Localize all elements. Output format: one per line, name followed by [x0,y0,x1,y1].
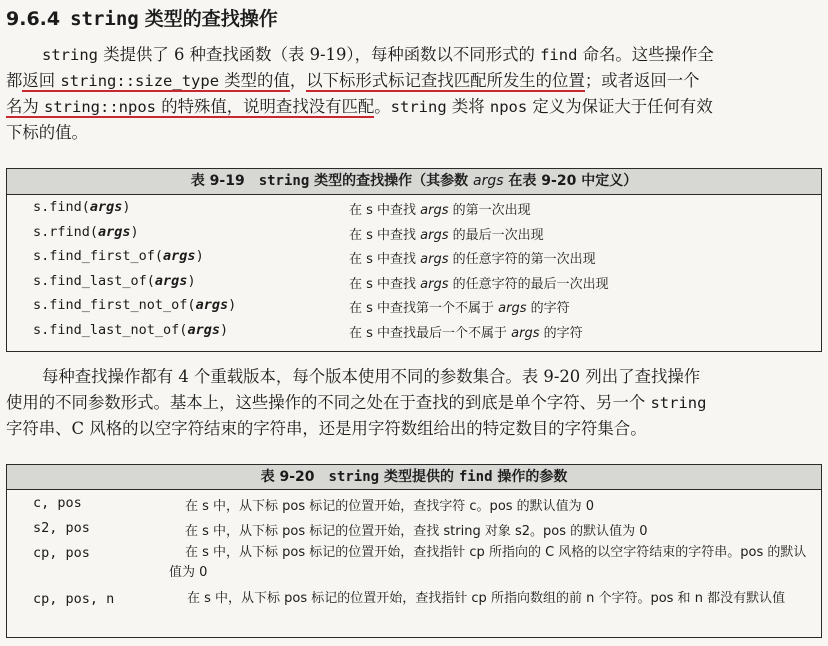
section-title [6,4,278,31]
section-number: 9.6.4 [6,8,61,30]
table-row: s.find_first_not_of(args) 在 s 中查找第一个不属于 args 的字符 [33,297,570,316]
table-row: s.find(args) 在 s 中查找 args 的第一次出现 [33,199,531,218]
section-title-text: 类型的查找操作 [144,8,278,30]
underline-return-type: 返回 string::size_type 类型的值 [22,71,290,90]
overload-line-1: 每种查找操作都有 4 个重载版本，每个版本使用不同的参数集合。表 9-20 列出了查找操作 [42,367,701,386]
section-keyword: string [70,8,139,30]
table-row: cp, pos 在 s 中，从下标 pos 标记的位置开始，查找指针 cp 所指向的 C 风格的以空字符结束的字符串。pos 的默认值为 0 [33,545,807,580]
underline-match-position: 以下标形式标记查找匹配所发生的位置 [306,71,585,90]
table-row: s.find_last_not_of(args) 在 s 中查找最后一个不属于 args 的字符 [33,321,583,341]
table-9-20 [6,464,822,638]
table-row: s.find_first_of(args) 在 s 中查找 args 的任意字符的第一次出现 [33,248,596,267]
intro-line-1: string 类提供了 6 种查找函数（表 9-19），每种函数以不同形式的 find 命名。这些操作全 [42,45,714,64]
underline-npos: 名为 string::npos 的特殊值，说明查找没有匹配 [6,97,375,116]
overload-line-2: 使用的不同参数形式。基本上，这些操作的不同之处在于查找的到底是单个字符、另一个 string [6,393,707,412]
table-row: s.rfind(args) 在 s 中查找 args 的最后一次出现 [33,223,544,243]
table-9-19 [6,168,822,352]
intro-line-2: 都返回 string::size_type 类型的值，以下标形式标记查找匹配所发生的位置；或者返回一个 [6,71,700,90]
intro-paragraph [6,42,820,146]
table-9-19-header: 表 9-19 string 类型的查找操作（其参数 args 在表 9-20 中定义） [7,169,821,195]
table-row: s.find_last_of(args) 在 s 中查找 args 的任意字符的最后一次出现 [33,272,609,292]
overload-paragraph [6,364,820,442]
overload-line-3: 字符串、C 风格的以空字符结束的字符串，还是用字符数组给出的特定数目的字符集合。 [6,419,647,438]
table-row: s2, pos 在 s 中，从下标 pos 标记的位置开始，查找 string 对象 s2。pos 的默认值为 0 [33,520,648,539]
table-row: cp, pos, n 在 s 中，从下标 pos 标记的位置开始，查找指针 cp 所指向数组的前 n 个字符。pos 和 n 都没有默认值 [33,591,786,607]
intro-line-4: 下标的值。 [6,123,88,142]
intro-line-3: 名为 string::npos 的特殊值，说明查找没有匹配。string 类将 npos 定义为保证大于任何有效 [6,97,713,116]
table-9-20-header: 表 9-20 string 类型提供的 find 操作的参数 [7,465,821,490]
table-row: c, pos 在 s 中，从下标 pos 标记的位置开始，查找字符 c。pos 的默认值为 0 [33,495,595,514]
